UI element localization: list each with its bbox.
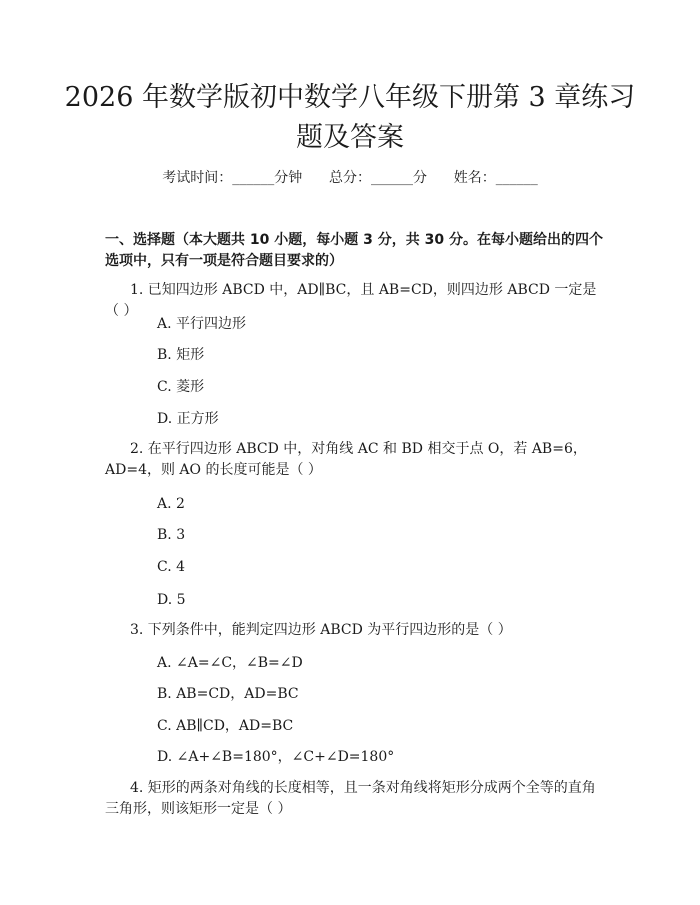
question-1-stem: 1. 已知四边形 ABCD 中，AD∥BC，且 AB=CD，则四边形 ABCD 一定是（ ） [105, 282, 597, 319]
question-2-option-d: D. 5 [157, 592, 186, 608]
question-2-option-c: C. 4 [157, 559, 186, 575]
question-1-option-c: C. 菱形 [157, 379, 205, 395]
question-1-option-a: A. 平行四边形 [157, 316, 247, 332]
question-3-stem: 3. 下列条件中，能判定四边形 ABCD 为平行四边形的是（ ） [130, 622, 512, 638]
question-3-option-a: A. ∠A=∠C，∠B=∠D [157, 655, 303, 671]
question-1-option-b: B. 矩形 [157, 347, 205, 363]
question-1-option-d: D. 正方形 [157, 411, 219, 427]
question-4-stem: 4. 矩形的两条对角线的长度相等，且一条对角线将矩形分成两个全等的直角三角形，则该矩形一定是（ ） [105, 780, 596, 817]
question-3-option-d: D. ∠A+∠B=180°，∠C+∠D=180° [157, 749, 395, 765]
question-2-stem: 2. 在平行四边形 ABCD 中，对角线 AC 和 BD 相交于点 O，若 AB=6，AD=4，则 AO 的长度可能是（ ） [105, 441, 587, 478]
section-heading: 一、选择题（本大题共 10 小题，每小题 3 分，共 30 分。在每小题给出的四个选项中，只有一项是符合题目要求的） [105, 232, 603, 269]
exam-info-line: 考试时间：______分钟 总分：______分 姓名：______ [162, 170, 538, 186]
question-3-option-c: C. AB∥CD，AD=BC [157, 718, 294, 734]
document-title: 2026 年数学版初中数学八年级下册第 3 章练习题及答案 [64, 82, 636, 153]
question-2-option-a: A. 2 [157, 496, 185, 512]
question-2-option-b: B. 3 [157, 527, 186, 543]
question-3-option-b: B. AB=CD，AD=BC [157, 686, 299, 702]
